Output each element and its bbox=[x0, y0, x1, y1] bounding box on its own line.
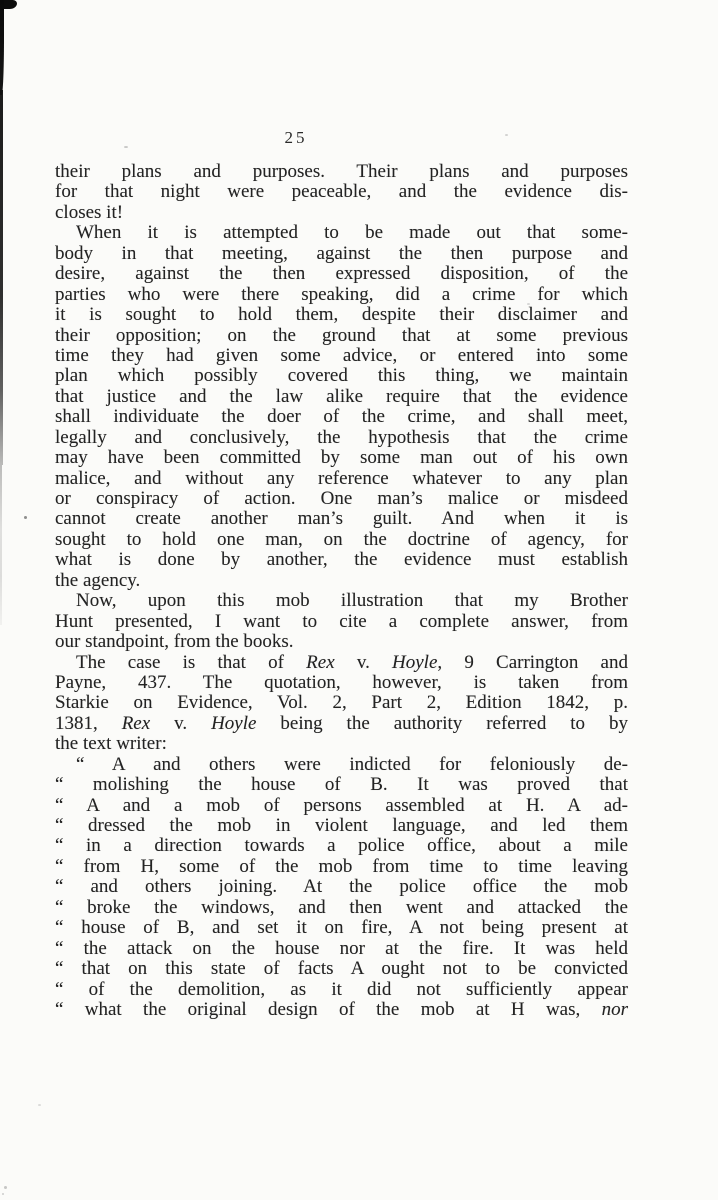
text-line: the agency. bbox=[55, 569, 141, 591]
text-line: malice, and without any reference whatever to any plan bbox=[55, 467, 628, 489]
scan-artifact-edge-line-mid bbox=[0, 90, 3, 465]
text-line: Hunt presented, I want to cite a complete answer, from bbox=[55, 610, 628, 632]
text-line: the text writer: bbox=[55, 733, 167, 755]
text-line: body in that meeting, against the then purpose and bbox=[55, 242, 628, 264]
page-text bbox=[55, 162, 628, 1020]
scan-artifact-speck bbox=[38, 1104, 41, 1106]
text-line: our standpoint, from the books. bbox=[55, 631, 294, 653]
text-line: it is sought to hold them, despite their disclaimer and bbox=[55, 304, 628, 326]
text-line: what is done by another, the evidence must establish bbox=[55, 549, 628, 571]
text-line: “ what the original design of the mob at H was, nor bbox=[55, 998, 628, 1020]
text-line: closes it! bbox=[55, 201, 124, 223]
text-line: “ A and others were indicted for feloniously de- bbox=[76, 753, 628, 775]
text-line: “ and others joining. At the police office the mob bbox=[55, 876, 628, 898]
text-line: their opposition; on the ground that at some previous bbox=[55, 324, 628, 346]
text-line: that justice and the law alike require that the evidence bbox=[55, 385, 628, 407]
text-line: “ the attack on the house nor at the fire. It was held bbox=[55, 937, 628, 959]
text-line: “ dressed the mob in violent language, and led them bbox=[55, 815, 628, 836]
text-line: When it is attempted to be made out that some- bbox=[76, 222, 628, 244]
text-line: Payne, 437. The quotation, however, is taken from bbox=[55, 671, 628, 693]
scan-artifact-edge-line-top bbox=[0, 0, 4, 95]
text-line: Now, upon this mob illustration that my Brother bbox=[76, 590, 628, 612]
text-line: legally and conclusively, the hypothesis that the crime bbox=[55, 426, 628, 448]
text-line: shall individuate the doer of the crime, and shall meet, bbox=[55, 406, 628, 428]
text-line: “ molishing the house of B. It was proved that bbox=[55, 774, 628, 796]
scan-artifact-speck bbox=[124, 146, 128, 148]
text-line: time they had given some advice, or entered into some bbox=[55, 344, 628, 366]
text-line: Starkie on Evidence, Vol. 2, Part 2, Edition 1842, p. bbox=[55, 692, 628, 714]
text-line: “ broke the windows, and then went and attacked the bbox=[55, 896, 628, 918]
text-line: “ in a direction towards a police office, about a mile bbox=[55, 835, 628, 857]
text-line: “ from H, some of the mob from time to time leaving bbox=[55, 855, 628, 877]
scan-artifact-speck bbox=[24, 516, 27, 519]
text-line: parties who were there speaking, did a crime for which bbox=[55, 283, 628, 305]
scan-artifact-speck bbox=[505, 134, 508, 136]
text-line: for that night were peaceable, and the evidence dis- bbox=[55, 181, 628, 203]
text-line: their plans and purposes. Their plans and purposes bbox=[55, 161, 628, 182]
text-line: or conspiracy of action. One man’s malice or misdeed bbox=[55, 488, 628, 509]
text-line: desire, against the then expressed disposition, of the bbox=[55, 263, 628, 285]
scan-artifact-speck bbox=[527, 303, 530, 305]
text-line: may have been committed by some man out of his own bbox=[55, 447, 628, 469]
text-line: “ house of B, and set it on fire, A not being present at bbox=[55, 917, 628, 939]
text-line: “ of the demolition, as it did not sufficiently appear bbox=[55, 978, 628, 1000]
text-line: plan which possibly covered this thing, we maintain bbox=[55, 365, 628, 387]
text-line: “ A and a mob of persons assembled at H. A ad- bbox=[55, 794, 628, 816]
text-line: cannot create another man’s guilt. And when it is bbox=[55, 508, 628, 530]
text-line: sought to hold one man, on the doctrine of agency, for bbox=[55, 528, 628, 550]
text-line: 1381, Rex v. Hoyle being the authority referred to by bbox=[55, 712, 628, 734]
scan-artifact-speck bbox=[4, 1186, 7, 1189]
scan-artifact-edge-line-faint bbox=[0, 465, 2, 625]
text-line: “ that on this state of facts A ought not to be convicted bbox=[55, 958, 628, 980]
text-line: The case is that of Rex v. Hoyle, 9 Carrington and bbox=[76, 651, 628, 673]
scan-artifact-speck bbox=[2, 1193, 4, 1195]
page-number: 25 bbox=[284, 128, 308, 147]
